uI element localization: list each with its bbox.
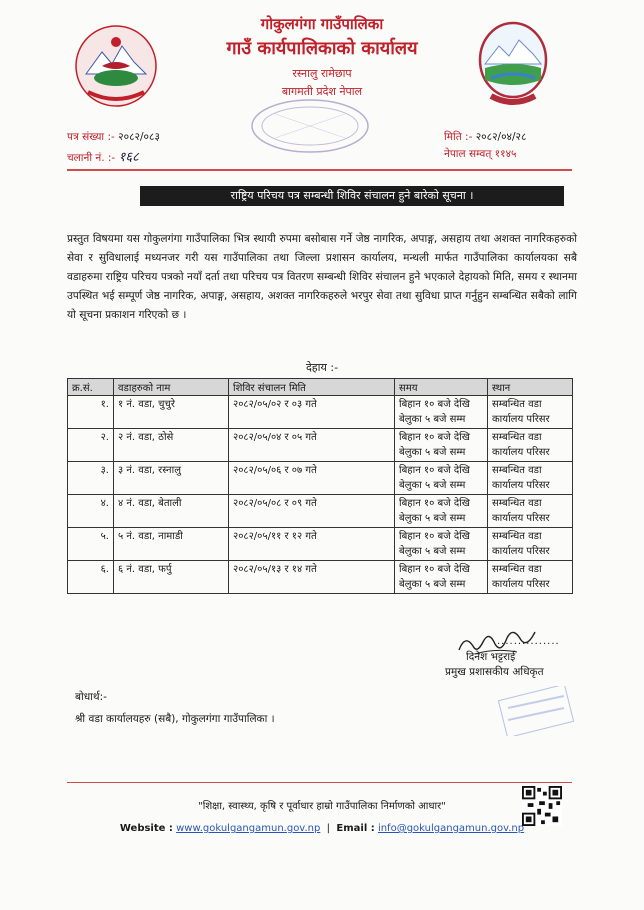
footer-contacts: Website : www.gokulgangamun.gov.np | Email : info@gokulgangamun.gov.np: [119, 823, 525, 834]
cell-date: २०८२/०५/०२ र ०३ गते: [229, 396, 395, 429]
cell-date: २०८२/०५/०८ र ०९ गते: [229, 495, 395, 528]
cell-ward: १ नं. वडा, चुचुरे: [114, 396, 229, 429]
org-name: गोकुलगंगा गाउँपालिका: [260, 15, 384, 33]
cell-date: २०८२/०५/०४ र ०५ गते: [229, 429, 395, 462]
cell-time: [395, 462, 488, 495]
notice-body: प्रस्तुत विषयमा यस गोकुलगंगा गाउँपालिका भित्र स्थायी रुपमा बसोबास गर्ने जेष्ठ नागरिक, अपाङ्ग, असहाय तथा अशक्त नागरिकहरुको सेवा र सुविधालाई मध्यनजर गरी यस गाउँपालिका तथा जिल्ला प्रशासन कार्यालय, मन्थली मार्फत गाउँपालिका कार्यालयका सबै वडाहरुमा राष्ट्रिय परिचय पत्रको नयाँ दर्ता तथा परिचय पत्र वितरण सम्बन्धी शिविर संचालन हुने भएकाले देहायको मिति, समय र स्थानमा उपस्थित भई सम्पूर्ण जेष्ठ नागरिक, अपाङ्ग, असहाय, अशक्त नागरिकहरुले भरपुर सेवा तथा सुविधा प्राप्त गर्नुहुन सम्बन्धित सबैको लागि यो सूचना प्रकाशन गरिएको छ ।: [67, 233, 577, 321]
cell-sn: ३.: [68, 462, 114, 495]
table-header-row: [68, 379, 573, 396]
table-row: [68, 561, 573, 594]
time-from: बिहान १० बजे देखि: [399, 498, 470, 509]
qr-code-icon: [522, 786, 562, 826]
header-divider: [67, 169, 572, 171]
place-line2: कार्यालय परिसर: [492, 513, 550, 524]
date-value: २०८२/०४/२८: [475, 131, 527, 143]
cell-time: [395, 528, 488, 561]
notice-title: राष्ट्रिय परिचय पत्र सम्बन्धी शिविर संचालन हुने बारेको सूचना ।: [140, 186, 564, 206]
cell-time: [395, 429, 488, 462]
cell-place: [488, 396, 573, 429]
signatory-designation: प्रमुख प्रशासकीय अधिकृत: [445, 666, 544, 678]
place-line1: सम्बन्धित वडा: [492, 498, 542, 509]
time-to: बेलुका ५ बजे सम्म: [399, 480, 466, 491]
cell-ward: ४ नं. वडा, बेताली: [114, 495, 229, 528]
email-label: Email :: [336, 823, 375, 834]
website-link[interactable]: www.gokulgangamun.gov.np: [176, 823, 321, 834]
dispatch-no-label: चलानी नं. :-: [67, 152, 116, 164]
col-header-ward: वडाहरुको नाम: [114, 379, 229, 396]
reference-block: [67, 130, 160, 164]
letter-no-label: पत्र संख्या :-: [67, 131, 115, 143]
table-row: [68, 462, 573, 495]
cell-place: [488, 528, 573, 561]
place-line2: कार्यालय परिसर: [492, 447, 550, 458]
table-row: [68, 396, 573, 429]
name-stamp-icon: [498, 686, 574, 736]
office-seal-icon: [245, 96, 375, 156]
signature-line: ...............: [497, 636, 560, 647]
schedule-heading: देहाय :-: [305, 361, 339, 374]
col-header-place: स्थान: [488, 379, 573, 396]
cell-ward: २ नं. वडा, ठोसे: [114, 429, 229, 462]
place-line2: कार्यालय परिसर: [492, 579, 550, 590]
table-row: [68, 528, 573, 561]
schedule-table: [67, 378, 573, 594]
nepal-sambat-label: नेपाल सम्वत्: [444, 148, 492, 160]
date-block: [444, 130, 526, 164]
cell-sn: २.: [68, 429, 114, 462]
cell-time: [395, 396, 488, 429]
place-line2: कार्यालय परिसर: [492, 546, 550, 557]
time-to: बेलुका ५ बजे सम्म: [399, 414, 466, 425]
place-line2: कार्यालय परिसर: [492, 480, 550, 491]
time-to: बेलुका ५ बजे सम्म: [399, 579, 466, 590]
email-link[interactable]: info@gokulgangamun.gov.np: [377, 823, 525, 834]
time-to: बेलुका ५ बजे सम्म: [399, 546, 466, 557]
letter-no-value: २०८२/०८३: [118, 131, 160, 143]
place-line1: सम्बन्धित वडा: [492, 564, 542, 575]
cell-time: [395, 495, 488, 528]
nepal-sambat-value: ११४५: [494, 148, 517, 160]
footer-slogan: "शिक्षा, स्वास्थ्य, कृषि र पूर्वाधार हाम्रो गाउँपालिका निर्माणको आधार": [198, 801, 446, 812]
table-row: [68, 495, 573, 528]
cell-date: २०८२/०५/१३ र १४ गते: [229, 561, 395, 594]
cell-ward: ५ नं. वडा, नामाडी: [114, 528, 229, 561]
time-to: बेलुका ५ बजे सम्म: [399, 447, 466, 458]
cell-ward: ३ नं. वडा, रस्नालु: [114, 462, 229, 495]
cc-label: बोधार्थ:-: [75, 691, 107, 703]
time-from: बिहान १० बजे देखि: [399, 564, 470, 575]
table-row: [68, 429, 573, 462]
col-header-time: समय: [395, 379, 488, 396]
cell-sn: ६.: [68, 561, 114, 594]
cell-place: [488, 462, 573, 495]
cell-date: २०८२/०५/०६ र ०७ गते: [229, 462, 395, 495]
cell-sn: ५.: [68, 528, 114, 561]
cell-sn: १.: [68, 396, 114, 429]
signatory-name: दिनेश भट्टराई: [466, 651, 516, 663]
website-label: Website :: [119, 823, 173, 834]
cell-time: [395, 561, 488, 594]
cell-date: २०८२/०५/११ र १२ गते: [229, 528, 395, 561]
cell-place: [488, 561, 573, 594]
time-from: बिहान १० बजे देखि: [399, 531, 470, 542]
cell-place: [488, 495, 573, 528]
cell-place: [488, 429, 573, 462]
cell-ward: ६ नं. वडा, फर्पु: [114, 561, 229, 594]
time-to: बेलुका ५ बजे सम्म: [399, 513, 466, 524]
footer-divider: [67, 782, 572, 783]
date-label: मिति :-: [444, 131, 473, 143]
col-header-date: शिविर संचालन मिति: [229, 379, 395, 396]
cc-recipient: श्री वडा कार्यालयहरु (सबै), गोकुलगंगा गाउँपालिका ।: [75, 713, 275, 725]
dispatch-no-value: १६८: [118, 150, 139, 165]
time-from: बिहान १० बजे देखि: [399, 432, 470, 443]
col-header-sn: क्र.सं.: [68, 379, 114, 396]
place-line1: सम्बन्धित वडा: [492, 399, 542, 410]
time-from: बिहान १० बजे देखि: [399, 465, 470, 476]
office-address: रस्नालु रामेछाप: [292, 67, 352, 80]
place-line1: सम्बन्धित वडा: [492, 531, 542, 542]
office-province: बागमती प्रदेश नेपाल: [281, 85, 363, 98]
office-name: गाउँ कार्यपालिकाको कार्यालय: [226, 38, 418, 59]
place-line1: सम्बन्धित वडा: [492, 465, 542, 476]
time-from: बिहान १० बजे देखि: [399, 399, 470, 410]
place-line2: कार्यालय परिसर: [492, 414, 550, 425]
cell-sn: ४.: [68, 495, 114, 528]
place-line1: सम्बन्धित वडा: [492, 432, 542, 443]
